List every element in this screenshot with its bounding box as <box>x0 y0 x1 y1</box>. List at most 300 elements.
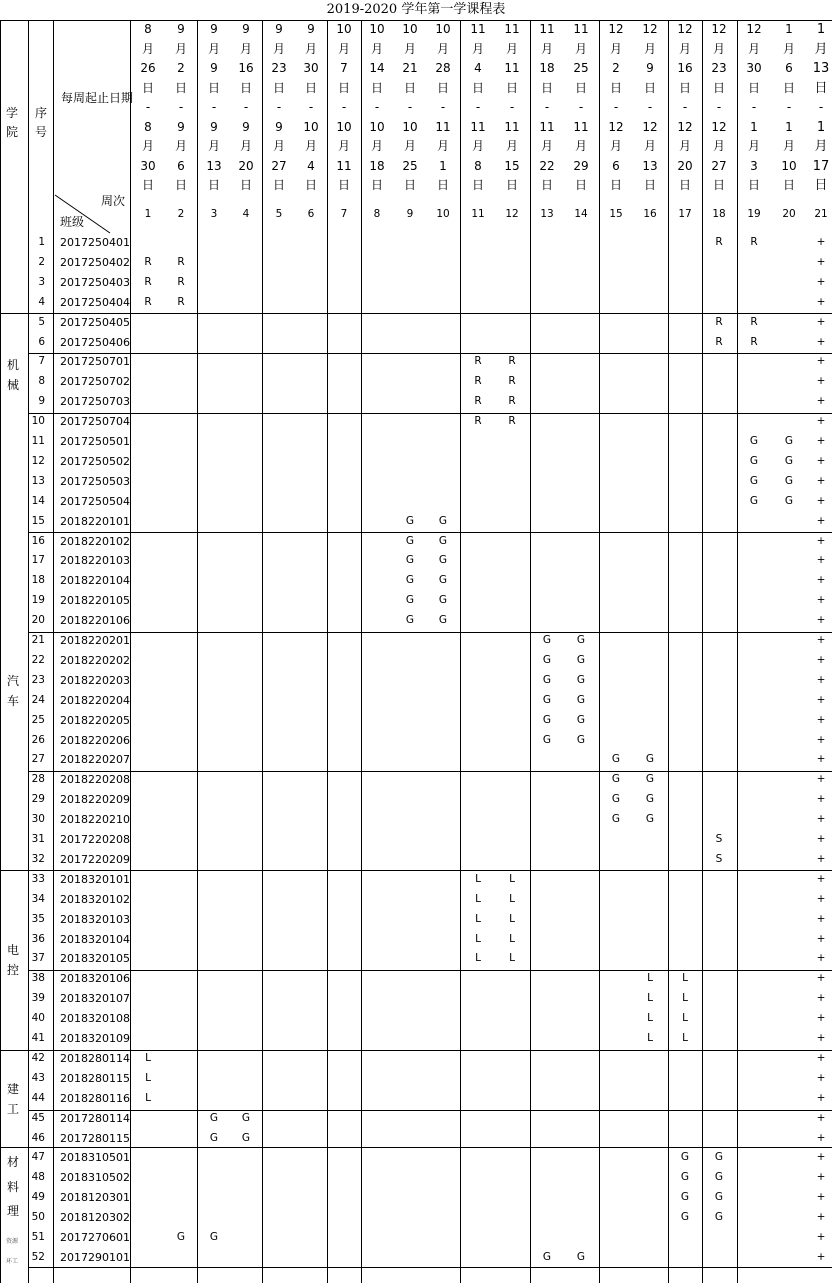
exam-mark: + <box>816 435 826 447</box>
schedule-mark: L <box>475 892 481 905</box>
exam-mark: + <box>816 275 826 288</box>
week-date-part: 30 <box>140 158 156 173</box>
week-date-part: 月 <box>239 139 252 153</box>
week-date-part: 12 <box>608 22 624 36</box>
college-char: 料 <box>6 1179 19 1194</box>
week-date-part: 12 <box>677 22 693 36</box>
row-seq-number: 17 <box>31 554 45 567</box>
week-date-part: 日 <box>678 80 691 95</box>
exam-mark: + <box>816 753 826 766</box>
week-date-part: - <box>751 100 757 114</box>
week-date-part: 月 <box>370 139 383 153</box>
week-date-part: 日 <box>239 80 252 95</box>
week-date-part: 10 <box>336 22 352 36</box>
exam-mark: + <box>816 474 826 487</box>
week-date-part: 6 <box>785 61 793 75</box>
date-range-header: 每周起止日期 <box>60 91 133 105</box>
week-number-5: 5 <box>275 208 283 220</box>
schedule-mark: G <box>611 773 621 786</box>
week-date-part: 9 <box>242 22 250 36</box>
exam-mark: + <box>816 1171 826 1184</box>
week-date-part: 11 <box>336 158 352 173</box>
college-char: 材 <box>6 1155 19 1169</box>
week-date-part: 日 <box>574 178 587 192</box>
row-seq-number: 50 <box>31 1211 45 1224</box>
college-label <box>4 1232 20 1251</box>
week-date-part: - <box>374 100 380 114</box>
schedule-mark: G <box>576 634 586 646</box>
week-date-part: 日 <box>141 80 154 95</box>
row-class-id: 2018220103 <box>60 554 130 568</box>
exam-mark: + <box>816 872 826 885</box>
week-date-part: 9 <box>646 61 654 75</box>
row-class-id: 2017220209 <box>60 852 130 866</box>
row-seq-number: 36 <box>31 932 45 945</box>
schedule-mark: G <box>576 673 586 686</box>
row-seq-number: 11 <box>31 435 45 447</box>
week-date-part: 日 <box>678 178 691 192</box>
week-date-part: 月 <box>207 41 220 56</box>
schedule-mark: G <box>542 1250 552 1263</box>
week-date-part: 12 <box>642 22 658 36</box>
week-header-7 <box>336 20 351 196</box>
schedule-mark: L <box>145 1091 151 1104</box>
row-seq-number: 45 <box>31 1111 45 1124</box>
week-date-part: 月 <box>540 139 553 153</box>
week-header-20 <box>781 20 796 196</box>
schedule-mark: G <box>714 1211 724 1224</box>
row-seq-number: 33 <box>31 872 45 885</box>
row-class-id: 2017250504 <box>60 494 130 508</box>
week-date-part: 9 <box>210 22 218 36</box>
row-seq-number: 31 <box>31 833 45 845</box>
week-date-part: 日 <box>337 80 350 95</box>
week-date-part: 月 <box>174 41 188 56</box>
week-date-part: 月 <box>141 139 154 153</box>
week-date-part: 月 <box>712 139 725 153</box>
college-char: 汽 <box>6 674 19 688</box>
schedule-mark: G <box>714 1191 724 1204</box>
week-date-part: 10 <box>303 119 319 134</box>
week-date-part: 月 <box>782 41 795 56</box>
exam-mark: + <box>816 1151 826 1164</box>
row-class-id: 2017250503 <box>60 474 130 488</box>
row-class-id: 2018220208 <box>60 773 130 787</box>
week-date-part: 日 <box>505 80 518 95</box>
week-date-part: - <box>276 100 282 114</box>
schedule-mark: R <box>508 415 516 428</box>
schedule-mark: G <box>405 514 415 527</box>
college-char: 车 <box>6 693 19 708</box>
schedule-mark: L <box>509 932 515 945</box>
row-class-id: 2018220205 <box>60 713 130 727</box>
week-date-part: 12 <box>746 22 762 36</box>
college-label <box>6 941 20 980</box>
schedule-mark: R <box>750 315 758 328</box>
row-class-id: 2018320107 <box>60 992 130 1006</box>
week-date-part: 27 <box>271 158 287 173</box>
week-date-part: 月 <box>678 139 691 153</box>
schedule-mark: G <box>542 713 552 726</box>
week-number-14: 14 <box>574 208 588 220</box>
week-number-9: 9 <box>406 208 414 220</box>
week-date-part: 10 <box>336 119 352 134</box>
schedule-mark: R <box>474 375 482 388</box>
week-header-19 <box>746 20 761 196</box>
week-date-part: 日 <box>643 178 656 192</box>
row-class-id: 2018220105 <box>60 594 130 608</box>
exam-mark: + <box>816 693 826 706</box>
week-header-16 <box>642 20 657 196</box>
week-date-part: 日 <box>174 178 188 192</box>
week-header-15 <box>608 20 623 196</box>
schedule-mark: R <box>474 415 482 428</box>
week-date-part: 11 <box>470 119 486 134</box>
row-seq-number: 20 <box>31 614 45 627</box>
college-char: 理 <box>6 1204 19 1218</box>
exam-mark: + <box>816 494 826 507</box>
schedule-mark: R <box>177 275 185 288</box>
schedule-mark: L <box>475 872 481 885</box>
week-date-part: 9 <box>210 61 218 75</box>
college-label <box>4 1252 20 1271</box>
week-date-part: 月 <box>574 41 587 56</box>
week-date-part: 日 <box>304 80 317 95</box>
row-class-id: 2017280114 <box>60 1111 130 1125</box>
exam-mark: + <box>816 733 826 746</box>
row-class-id: 2018120301 <box>60 1191 130 1205</box>
week-number-15: 15 <box>609 208 623 220</box>
schedule-mark: L <box>475 952 481 965</box>
row-seq-number: 10 <box>31 415 45 428</box>
week-header-10 <box>435 20 450 196</box>
schedule-mark: G <box>680 1211 690 1224</box>
week-date-part: 11 <box>539 22 555 36</box>
schedule-mark: R <box>144 295 152 308</box>
row-seq-number: 1 <box>38 236 45 248</box>
week-date-part: 1 <box>816 22 826 37</box>
week-date-part: - <box>716 100 722 114</box>
week-date-part: 日 <box>747 80 760 95</box>
row-seq-number: 5 <box>38 315 45 328</box>
week-date-part: 月 <box>337 139 350 153</box>
schedule-mark: L <box>509 892 515 905</box>
schedule-mark: G <box>405 554 415 567</box>
week-date-part: 8 <box>474 158 482 173</box>
row-class-id: 2017250404 <box>60 295 130 309</box>
week-number-8: 8 <box>373 208 381 220</box>
week-number-3: 3 <box>210 208 218 220</box>
week-date-part: 月 <box>540 41 553 56</box>
schedule-mark: R <box>715 335 723 348</box>
row-class-id: 2017290101 <box>60 1250 130 1264</box>
schedule-mark: G <box>542 693 552 706</box>
week-date-part: - <box>613 100 619 114</box>
schedule-mark: G <box>576 1250 586 1263</box>
schedule-mark: R <box>177 295 185 308</box>
schedule-mark: G <box>611 793 621 806</box>
week-date-part: 12 <box>711 119 727 134</box>
week-date-part: 1 <box>785 22 793 36</box>
week-date-part: 11 <box>470 22 486 36</box>
week-date-part: 日 <box>782 80 795 95</box>
week-number-10: 10 <box>436 208 450 220</box>
week-date-part: 月 <box>782 139 795 153</box>
row-seq-number: 9 <box>38 395 45 408</box>
week-number-2: 2 <box>177 208 185 220</box>
row-seq-number: 48 <box>31 1171 45 1184</box>
week-date-part: 10 <box>369 119 385 134</box>
week-date-part: 30 <box>746 61 762 75</box>
week-date-part: 日 <box>272 178 285 192</box>
week-date-part: 27 <box>711 158 727 173</box>
week-date-part: 月 <box>643 41 656 56</box>
week-date-part: - <box>440 100 446 114</box>
week-date-part: 日 <box>174 80 188 95</box>
week-date-part: 9 <box>275 22 283 36</box>
college-label <box>6 672 20 711</box>
week-date-part: 8 <box>144 119 152 134</box>
week-date-part: 月 <box>403 139 416 153</box>
row-class-id: 2018320104 <box>60 932 130 946</box>
schedule-mark: L <box>682 992 688 1005</box>
week-date-part: - <box>509 100 515 114</box>
week-number-21: 21 <box>814 208 828 220</box>
week-date-part: 月 <box>370 41 383 56</box>
schedule-mark: L <box>647 1012 653 1025</box>
week-header-14 <box>573 20 588 196</box>
row-seq-number: 16 <box>31 534 45 547</box>
week-number-6: 6 <box>307 208 315 220</box>
row-seq-number: 42 <box>31 1051 45 1064</box>
row-class-id: 2017250401 <box>60 236 130 249</box>
row-seq-number: 37 <box>31 952 45 965</box>
week-date-part: 30 <box>303 61 319 75</box>
schedule-mark: G <box>645 813 655 826</box>
row-class-id: 2018220104 <box>60 574 130 588</box>
week-header-8 <box>369 20 384 196</box>
week-date-part: 26 <box>140 61 156 75</box>
week-date-part: 月 <box>403 41 416 56</box>
schedule-mark: G <box>576 693 586 706</box>
row-seq-number: 4 <box>38 295 45 308</box>
schedule-mark: R <box>474 395 482 408</box>
schedule-mark: G <box>438 594 448 607</box>
row-seq-number: 8 <box>38 375 45 388</box>
row-class-id: 2018220206 <box>60 733 130 747</box>
week-date-part: 日 <box>272 80 285 95</box>
schedule-mark: G <box>749 454 759 467</box>
week-date-part: 月 <box>272 139 285 153</box>
week-date-part: 17 <box>812 158 830 174</box>
week-date-part: 10 <box>402 119 418 134</box>
week-date-part: 日 <box>141 178 154 192</box>
row-class-id: 2017250502 <box>60 454 130 468</box>
week-header-18 <box>711 20 726 196</box>
week-date-part: 12 <box>711 22 727 36</box>
week-date-part: 日 <box>304 178 317 192</box>
row-class-id: 2018320103 <box>60 912 130 926</box>
week-date-part: 2 <box>612 61 620 75</box>
week-date-part: 23 <box>711 61 727 75</box>
row-seq-number: 6 <box>38 335 45 348</box>
week-date-part: 20 <box>238 158 254 173</box>
week-date-part: 日 <box>471 178 484 192</box>
schedule-mark: G <box>438 534 448 547</box>
week-number-1: 1 <box>144 208 152 220</box>
row-seq-number: 22 <box>31 653 45 666</box>
row-class-id: 2018320105 <box>60 952 130 966</box>
schedule-mark: G <box>784 454 794 467</box>
schedule-mark: R <box>144 255 152 268</box>
row-class-id: 2017250405 <box>60 315 130 329</box>
week-number-13: 13 <box>540 208 554 220</box>
schedule-mark: G <box>438 614 448 627</box>
week-date-part: 11 <box>539 119 555 134</box>
exam-mark: + <box>816 992 826 1005</box>
week-date-part: 日 <box>436 178 449 192</box>
schedule-mark: G <box>784 435 794 447</box>
schedule-mark: R <box>474 355 482 368</box>
week-date-part: 18 <box>369 158 385 173</box>
exam-mark: + <box>816 236 826 248</box>
schedule-mark: G <box>209 1131 219 1144</box>
schedule-mark: G <box>611 753 621 766</box>
week-date-part: 11 <box>435 119 451 134</box>
row-class-id: 2018220102 <box>60 534 130 548</box>
week-header-13 <box>539 20 554 196</box>
week-date-part: 10 <box>435 22 451 36</box>
schedule-mark: G <box>405 614 415 627</box>
exam-mark: + <box>816 713 826 726</box>
week-date-part: 23 <box>271 61 287 75</box>
schedule-mark: L <box>647 972 653 985</box>
exam-mark: + <box>816 653 826 666</box>
row-seq-number: 28 <box>31 773 45 786</box>
exam-mark: + <box>816 594 826 607</box>
row-seq-number: 3 <box>38 275 45 288</box>
week-date-part: - <box>786 100 792 114</box>
row-class-id: 2017250402 <box>60 255 130 269</box>
college-char: 工 <box>6 1101 19 1116</box>
row-class-id: 2018220101 <box>60 514 130 528</box>
row-seq-number: 13 <box>31 474 45 487</box>
exam-mark: + <box>816 315 826 328</box>
schedule-mark: L <box>647 1032 653 1044</box>
row-seq-number: 52 <box>31 1250 45 1263</box>
exam-mark: + <box>816 255 826 268</box>
week-date-part: 29 <box>573 158 589 173</box>
row-class-id: 2018220202 <box>60 653 130 667</box>
exam-mark: + <box>816 1091 826 1104</box>
row-class-id: 2018120302 <box>60 1211 130 1225</box>
week-date-part: 13 <box>206 158 222 173</box>
week-date-part: 21 <box>402 61 418 75</box>
row-class-id: 2018220209 <box>60 793 130 807</box>
row-class-id: 2017250704 <box>60 415 130 429</box>
exam-mark: + <box>816 1051 826 1064</box>
week-date-part: 4 <box>307 158 315 173</box>
week-date-part: 月 <box>814 139 828 154</box>
schedule-mark: G <box>680 1151 690 1164</box>
week-date-part: - <box>647 100 653 114</box>
week-date-part: 日 <box>337 178 350 192</box>
week-date-part: 13日 <box>812 61 830 96</box>
week-date-part: 月 <box>436 139 449 153</box>
row-class-id: 2018320109 <box>60 1032 130 1045</box>
week-date-part: 日 <box>370 80 383 95</box>
schedule-mark: G <box>680 1191 690 1204</box>
row-class-id: 2018320102 <box>60 892 130 906</box>
row-seq-number: 24 <box>31 693 45 706</box>
schedule-mark: G <box>542 653 552 666</box>
exam-mark: + <box>816 952 826 965</box>
week-date-part: 月 <box>678 41 691 56</box>
week-number-20: 20 <box>782 208 796 220</box>
exam-mark: + <box>816 554 826 567</box>
exam-mark: + <box>816 415 826 428</box>
week-date-part: 月 <box>304 41 317 56</box>
schedule-mark: G <box>176 1231 186 1243</box>
week-date-part: 日 <box>574 80 587 95</box>
college-header: 学院 <box>5 106 18 139</box>
week-date-part: 12 <box>608 119 624 134</box>
week-date-part: 2 <box>177 61 185 75</box>
row-seq-number: 43 <box>31 1071 45 1084</box>
schedule-mark: R <box>144 275 152 288</box>
schedule-mark: G <box>209 1231 219 1243</box>
week-header-2 <box>175 20 187 196</box>
row-class-id: 2018280116 <box>60 1091 130 1105</box>
exam-mark: + <box>816 773 826 786</box>
exam-mark: + <box>816 295 826 308</box>
row-class-id: 2017280115 <box>60 1131 130 1145</box>
exam-mark: + <box>816 833 826 845</box>
week-date-part: 11 <box>504 61 520 75</box>
week-date-part: - <box>341 100 347 114</box>
schedule-mark: G <box>714 1151 724 1164</box>
schedule-mark: R <box>715 236 723 248</box>
schedule-mark: L <box>145 1051 151 1064</box>
schedule-mark: G <box>542 634 552 646</box>
schedule-mark: G <box>542 733 552 746</box>
week-date-part: 月 <box>436 41 449 56</box>
row-seq-number: 40 <box>31 1012 45 1025</box>
schedule-mark: G <box>576 733 586 746</box>
schedule-mark: G <box>784 494 794 507</box>
schedule-mark: G <box>680 1171 690 1184</box>
week-date-part: 11 <box>573 22 589 36</box>
exam-mark: + <box>816 1012 826 1025</box>
schedule-mark: L <box>475 932 481 945</box>
week-date-part: 月 <box>505 41 518 56</box>
college-label <box>6 356 20 395</box>
exam-mark: + <box>816 1111 826 1124</box>
week-date-part: 20 <box>677 158 693 173</box>
week-date-part: 12 <box>677 119 693 134</box>
schedule-mark: G <box>645 753 655 766</box>
schedule-mark: G <box>714 1171 724 1184</box>
row-seq-number: 27 <box>31 753 45 766</box>
row-class-id: 2018220210 <box>60 813 130 827</box>
week-date-part: 月 <box>814 41 828 57</box>
week-date-part: 月 <box>141 41 154 56</box>
week-date-part: 日 <box>643 80 656 95</box>
week-date-part: 月 <box>747 139 760 153</box>
week-date-part: 日 <box>609 80 622 95</box>
week-number-19: 19 <box>747 208 761 220</box>
week-date-part: 日 <box>403 80 416 95</box>
